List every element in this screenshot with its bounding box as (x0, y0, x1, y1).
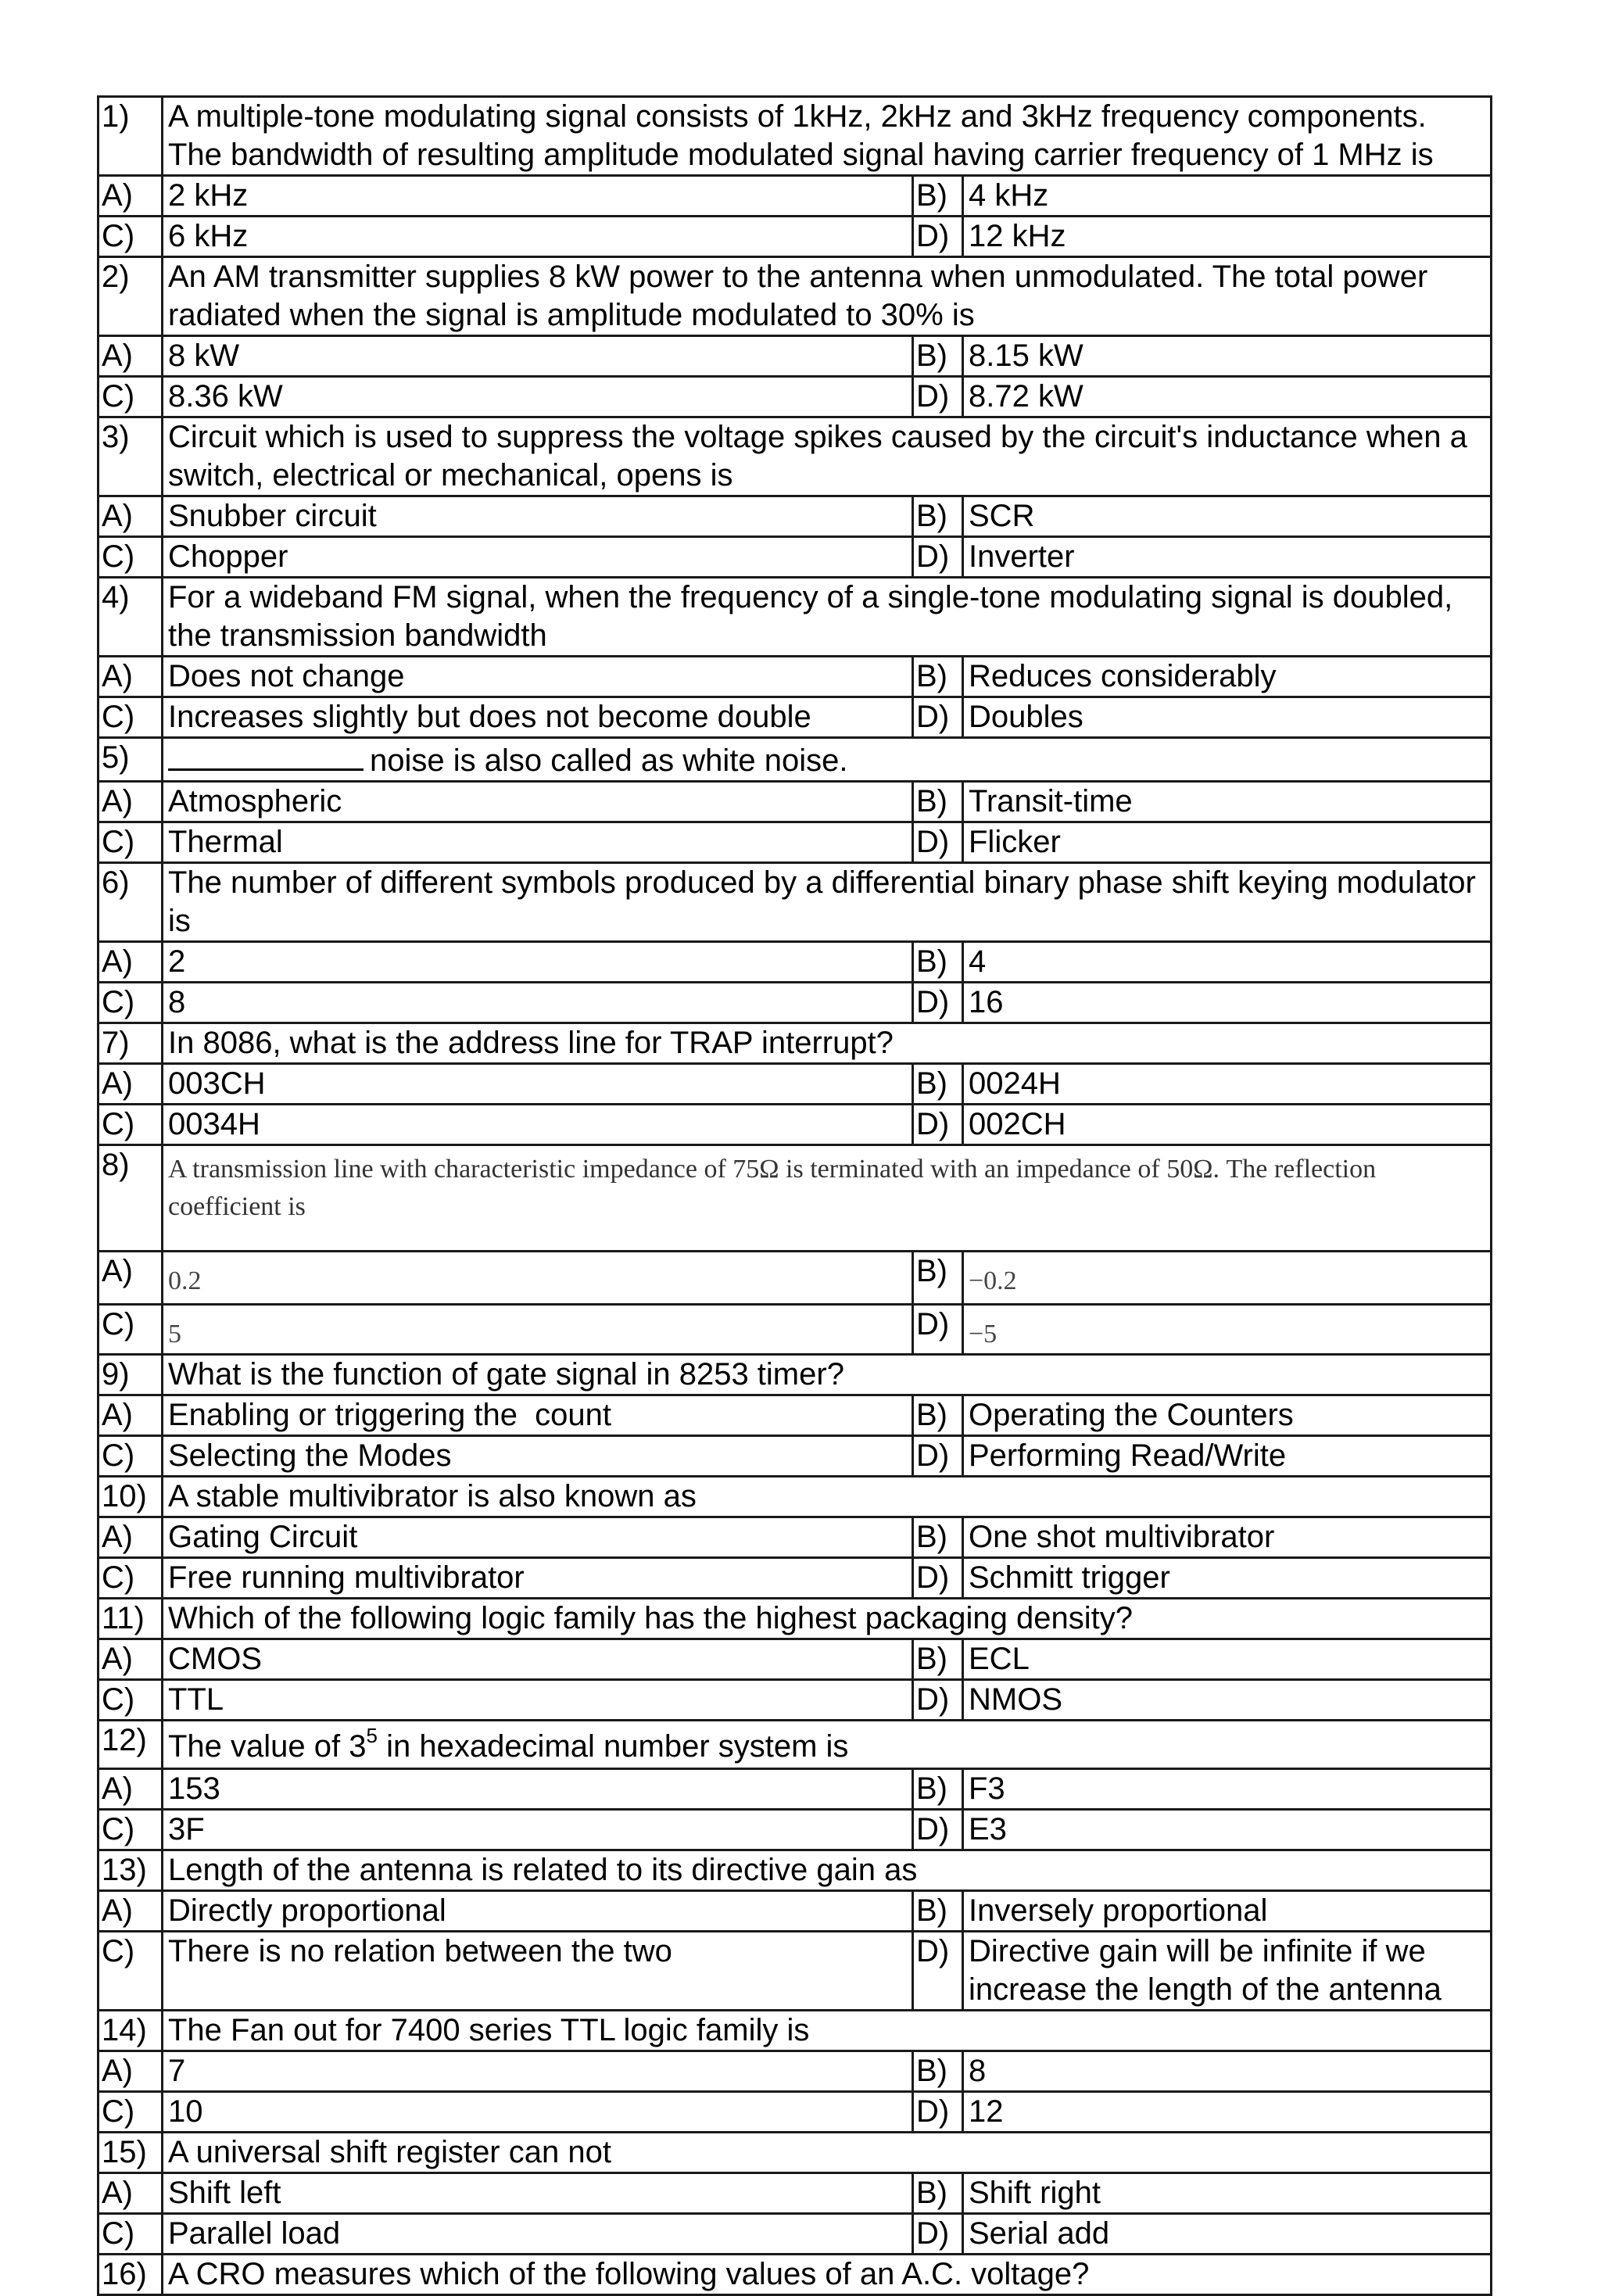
option-row (98, 1639, 1492, 1680)
option-c: 6 kHz (163, 217, 913, 257)
question-text-post: in hexadecimal number system is (377, 1729, 849, 1764)
question-text: An AM transmitter supplies 8 kW power to the antenna when unmodulated. The total power radiated when the signal is amplitude modulated to 30% is (163, 257, 1492, 336)
option-b: Reduces considerably (963, 657, 1492, 697)
option-label-b: B) (913, 1769, 963, 1810)
option-label-b: B) (913, 1517, 963, 1558)
option-row (98, 176, 1492, 217)
option-label-d: D) (913, 1305, 963, 1355)
option-b: Operating the Counters (963, 1395, 1492, 1436)
option-a: Directly proportional (163, 1891, 913, 1932)
option-label-a: A) (98, 496, 163, 537)
option-b: 0024H (963, 1064, 1492, 1105)
option-row (98, 697, 1492, 738)
question-number: 16) (98, 2255, 163, 2295)
option-d: Performing Read/Write (963, 1436, 1492, 1477)
option-label-a: A) (98, 657, 163, 697)
option-label-d: D) (913, 697, 963, 738)
option-row (98, 2051, 1492, 2092)
option-label-d: D) (913, 983, 963, 1023)
option-label-c: C) (98, 1436, 163, 1477)
option-b: 4 (963, 942, 1492, 983)
option-label-c: C) (98, 1558, 163, 1599)
option-label-b: B) (913, 782, 963, 822)
option-row (98, 217, 1492, 257)
option-row (98, 2214, 1492, 2255)
question-row (98, 2011, 1492, 2051)
question-row (98, 417, 1492, 496)
question-text: Length of the antenna is related to its directive gain as (163, 1850, 1492, 1891)
question-row (98, 1477, 1492, 1517)
option-d: Doubles (963, 697, 1492, 738)
option-label-d: D) (913, 1105, 963, 1145)
option-label-d: D) (913, 822, 963, 863)
option-label-b: B) (913, 657, 963, 697)
question-number: 4) (98, 578, 163, 657)
question-text: A universal shift register can not (163, 2133, 1492, 2173)
option-label-b: B) (913, 1252, 963, 1305)
option-a: Enabling or triggering the count (163, 1395, 913, 1436)
option-label-b: B) (913, 1064, 963, 1105)
option-d: Flicker (963, 822, 1492, 863)
option-label-c: C) (98, 1305, 163, 1355)
option-d: Serial add (963, 2214, 1492, 2255)
option-a: 153 (163, 1769, 913, 1810)
option-d-value: −5 (969, 1320, 997, 1349)
option-label-c: C) (98, 377, 163, 417)
option-label-c: C) (98, 1810, 163, 1850)
option-c: Increases slightly but does not become double (163, 697, 913, 738)
option-row (98, 1252, 1492, 1305)
question-number: 7) (98, 1023, 163, 1064)
option-c: Parallel load (163, 2214, 913, 2255)
option-label-a: A) (98, 1639, 163, 1680)
option-label-d: D) (913, 537, 963, 578)
option-label-d: D) (913, 1436, 963, 1477)
option-label-a: A) (98, 1769, 163, 1810)
question-row (98, 1355, 1492, 1395)
question-text (163, 1721, 1492, 1769)
question-text-body: noise is also called as white noise. (370, 743, 848, 778)
option-b: One shot multivibrator (963, 1517, 1492, 1558)
option-label-d: D) (913, 1680, 963, 1721)
option-a: Gating Circuit (163, 1517, 913, 1558)
question-number: 15) (98, 2133, 163, 2173)
option-b: Transit-time (963, 782, 1492, 822)
option-b: 4 kHz (963, 176, 1492, 217)
option-label-a: A) (98, 176, 163, 217)
option-d: E3 (963, 1810, 1492, 1850)
question-number: 11) (98, 1599, 163, 1639)
option-row (98, 1680, 1492, 1721)
option-a: 8 kW (163, 336, 913, 377)
question-row (98, 257, 1492, 336)
option-label-a: A) (98, 1891, 163, 1932)
question-row (98, 578, 1492, 657)
option-label-a: A) (98, 782, 163, 822)
option-c: There is no relation between the two (163, 1932, 913, 2011)
question-text: Circuit which is used to suppress the voltage spikes caused by the circuit's inductance when a switch, electrical or mechanical, opens is (163, 417, 1492, 496)
question-text: The number of different symbols produced by a differential binary phase shift keying modulator is (163, 863, 1492, 942)
option-label-d: D) (913, 217, 963, 257)
question-row (98, 1850, 1492, 1891)
question-row (98, 863, 1492, 942)
option-d: 12 (963, 2092, 1492, 2133)
option-d: NMOS (963, 1680, 1492, 1721)
option-label-d: D) (913, 2092, 963, 2133)
option-label-c: C) (98, 983, 163, 1023)
option-b: 8 (963, 2051, 1492, 2092)
option-row (98, 1517, 1492, 1558)
option-row (98, 1769, 1492, 1810)
option-label-b: B) (913, 336, 963, 377)
option-label-a: A) (98, 2051, 163, 2092)
question-number: 1) (98, 97, 163, 176)
option-row (98, 496, 1492, 537)
option-label-a: A) (98, 1064, 163, 1105)
option-c: 8 (163, 983, 913, 1023)
option-a: Does not change (163, 657, 913, 697)
question-text: In 8086, what is the address line for TRAP interrupt? (163, 1023, 1492, 1064)
option-label-a: A) (98, 1517, 163, 1558)
option-row (98, 782, 1492, 822)
question-text: A multiple-tone modulating signal consists of 1kHz, 2kHz and 3kHz frequency components. The bandwidth of resulting amplitude modulated signal having carrier frequency of 1 MHz is (163, 97, 1492, 176)
option-c: Thermal (163, 822, 913, 863)
option-label-a: A) (98, 942, 163, 983)
option-a: 2 (163, 942, 913, 983)
question-row (98, 1721, 1492, 1769)
option-row (98, 1064, 1492, 1105)
option-row (98, 1558, 1492, 1599)
option-row (98, 1891, 1492, 1932)
question-row (98, 1145, 1492, 1252)
option-d (963, 1305, 1492, 1355)
option-b: SCR (963, 496, 1492, 537)
option-row (98, 1810, 1492, 1850)
option-b: 8.15 kW (963, 336, 1492, 377)
option-label-b: B) (913, 1639, 963, 1680)
option-c: Chopper (163, 537, 913, 578)
option-row (98, 336, 1492, 377)
option-label-b: B) (913, 2173, 963, 2214)
option-label-b: B) (913, 1891, 963, 1932)
option-row (98, 1436, 1492, 1477)
option-label-d: D) (913, 2214, 963, 2255)
option-row (98, 1105, 1492, 1145)
option-c: 0034H (163, 1105, 913, 1145)
option-b: Shift right (963, 2173, 1492, 2214)
option-label-c: C) (98, 1932, 163, 2011)
option-label-a: A) (98, 1252, 163, 1305)
question-number: 2) (98, 257, 163, 336)
option-label-c: C) (98, 537, 163, 578)
option-label-d: D) (913, 1932, 963, 2011)
option-label-b: B) (913, 496, 963, 537)
option-a (163, 1252, 913, 1305)
option-b: ECL (963, 1639, 1492, 1680)
question-text: A CRO measures which of the following values of an A.C. voltage? (163, 2255, 1492, 2295)
option-d: 8.72 kW (963, 377, 1492, 417)
question-row (98, 738, 1492, 782)
question-row (98, 97, 1492, 176)
option-d: 12 kHz (963, 217, 1492, 257)
question-number: 3) (98, 417, 163, 496)
option-b: F3 (963, 1769, 1492, 1810)
option-label-d: D) (913, 1810, 963, 1850)
question-number: 10) (98, 1477, 163, 1517)
option-label-b: B) (913, 2051, 963, 2092)
option-d: Inverter (963, 537, 1492, 578)
question-text: Which of the following logic family has the highest packaging density? (163, 1599, 1492, 1639)
option-c-value: 5 (168, 1320, 181, 1349)
option-a: Shift left (163, 2173, 913, 2214)
option-a: 7 (163, 2051, 913, 2092)
fill-in-blank (168, 739, 364, 771)
option-label-a: A) (98, 336, 163, 377)
option-row (98, 377, 1492, 417)
option-b (963, 1252, 1492, 1305)
question-table (97, 95, 1492, 2296)
question-text-pre: The value of 3 (168, 1729, 367, 1764)
question-row (98, 1599, 1492, 1639)
option-d: 16 (963, 983, 1492, 1023)
option-a: 2 kHz (163, 176, 913, 217)
option-a: Atmospheric (163, 782, 913, 822)
question-number: 14) (98, 2011, 163, 2051)
question-text (163, 1145, 1492, 1252)
option-d: Directive gain will be infinite if we increase the length of the antenna (963, 1932, 1492, 2011)
option-label-a: A) (98, 2173, 163, 2214)
option-d: Schmitt trigger (963, 1558, 1492, 1599)
option-label-b: B) (913, 176, 963, 217)
option-c: Free running multivibrator (163, 1558, 913, 1599)
option-d: 002CH (963, 1105, 1492, 1145)
option-label-c: C) (98, 2214, 163, 2255)
question-text: For a wideband FM signal, when the frequency of a single-tone modulating signal is doubled, the transmission bandwidth (163, 578, 1492, 657)
option-row (98, 822, 1492, 863)
question-number: 12) (98, 1721, 163, 1769)
option-label-a: A) (98, 1395, 163, 1436)
exponent: 5 (366, 1723, 378, 1747)
question-row (98, 1023, 1492, 1064)
question-text: A stable multivibrator is also known as (163, 1477, 1492, 1517)
option-row (98, 1932, 1492, 2011)
option-row (98, 983, 1492, 1023)
option-row (98, 2092, 1492, 2133)
option-a: CMOS (163, 1639, 913, 1680)
option-label-c: C) (98, 1680, 163, 1721)
option-row (98, 657, 1492, 697)
question-text-body: A transmission line with characteristic impedance of 75Ω is terminated with an impedance of 50Ω. The reflection coefficient is (168, 1155, 1377, 1221)
option-a: Snubber circuit (163, 496, 913, 537)
question-text: The Fan out for 7400 series TTL logic family is (163, 2011, 1492, 2051)
option-row (98, 1305, 1492, 1355)
option-c: Selecting the Modes (163, 1436, 913, 1477)
question-text (163, 738, 1492, 782)
question-number: 13) (98, 1850, 163, 1891)
option-c: TTL (163, 1680, 913, 1721)
question-row (98, 2133, 1492, 2173)
option-row (98, 2173, 1492, 2214)
option-label-b: B) (913, 1395, 963, 1436)
option-c: 3F (163, 1810, 913, 1850)
option-row (98, 537, 1492, 578)
option-c: 10 (163, 2092, 913, 2133)
question-number: 5) (98, 738, 163, 782)
option-c (163, 1305, 913, 1355)
option-label-c: C) (98, 822, 163, 863)
option-label-c: C) (98, 1105, 163, 1145)
option-c: 8.36 kW (163, 377, 913, 417)
option-label-d: D) (913, 377, 963, 417)
question-text: What is the function of gate signal in 8253 timer? (163, 1355, 1492, 1395)
option-label-b: B) (913, 942, 963, 983)
option-row (98, 942, 1492, 983)
option-label-c: C) (98, 217, 163, 257)
question-number: 6) (98, 863, 163, 942)
option-b: Inversely proportional (963, 1891, 1492, 1932)
option-b-value: −0.2 (969, 1266, 1017, 1295)
option-label-d: D) (913, 1558, 963, 1599)
option-a: 003CH (163, 1064, 913, 1105)
question-number: 8) (98, 1145, 163, 1252)
option-label-c: C) (98, 2092, 163, 2133)
option-a-value: 0.2 (168, 1266, 202, 1295)
option-label-c: C) (98, 697, 163, 738)
option-row (98, 1395, 1492, 1436)
question-number: 9) (98, 1355, 163, 1395)
question-row (98, 2255, 1492, 2295)
